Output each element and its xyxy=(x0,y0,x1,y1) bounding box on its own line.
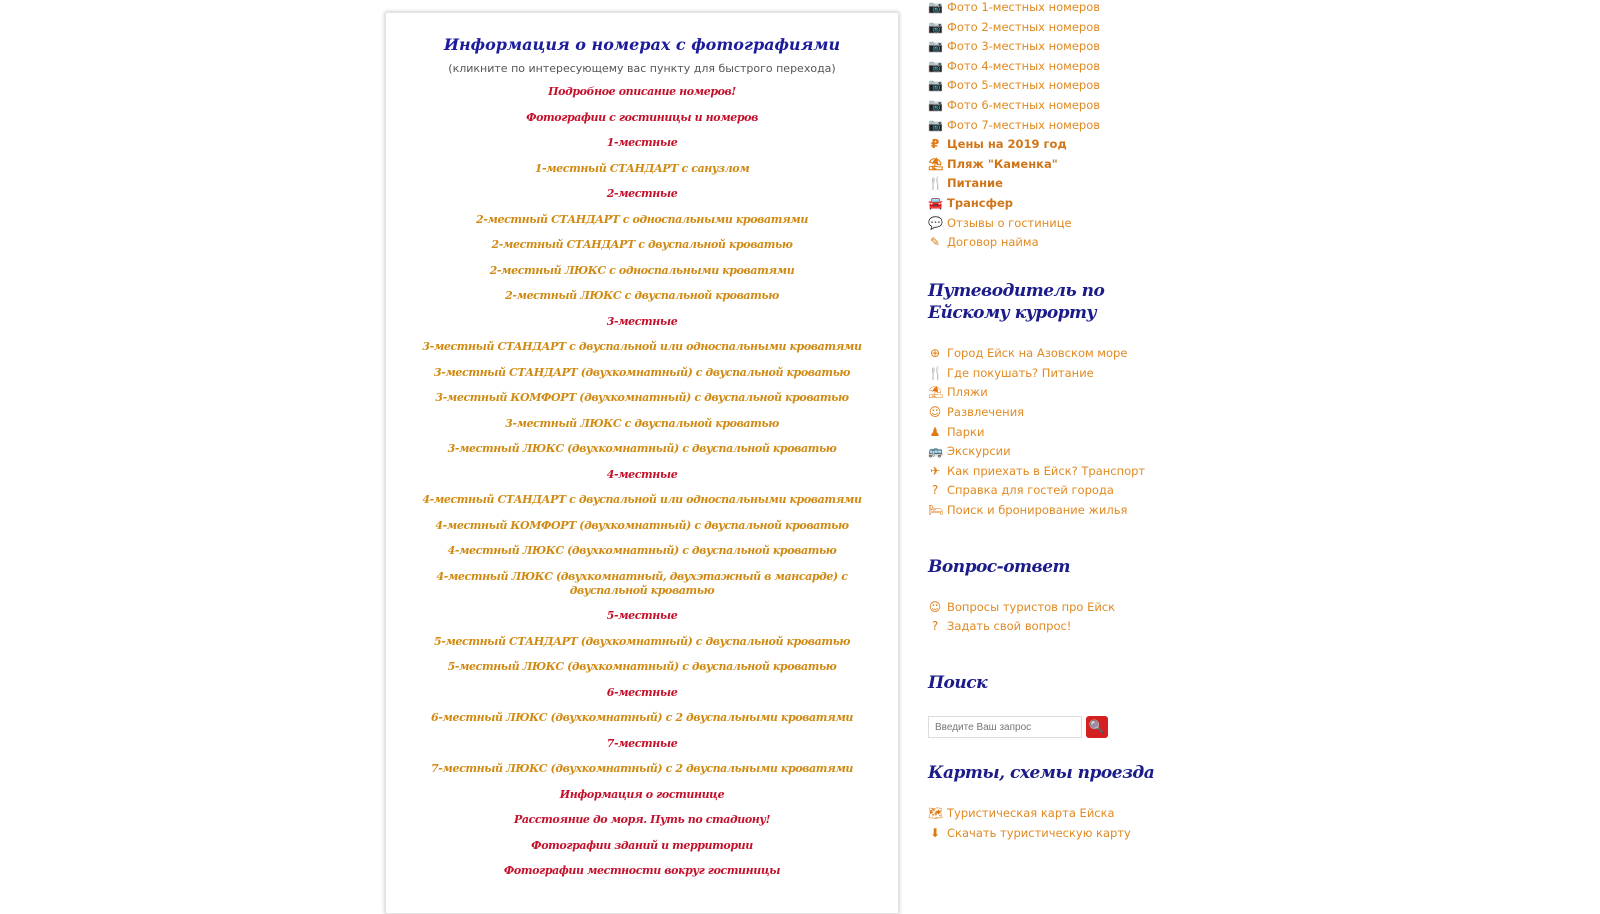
sidebar-link[interactable] xyxy=(928,20,1158,35)
sidebar-link[interactable] xyxy=(928,464,1158,479)
menu-icon: 📷 xyxy=(928,97,943,112)
room-link[interactable]: 1-местный СТАНДАРТ с санузлом xyxy=(534,161,750,175)
menu-icon: ⬇ xyxy=(929,826,941,841)
page-subtitle: (кликните по интересующему вас пункту для быстрого перехода) xyxy=(448,62,836,75)
room-link[interactable]: Информация о гостинице xyxy=(559,787,725,801)
menu-icon: 🚘 xyxy=(928,195,943,210)
menu-icon: ☺ xyxy=(928,404,942,419)
sidebar-link[interactable] xyxy=(928,503,1158,518)
menu-icon: ⛱ xyxy=(928,156,944,171)
room-link[interactable]: 3-местный ЛЮКС (двухкомнатный) с двуспальной кроватью xyxy=(447,442,837,455)
search-button[interactable] xyxy=(1086,716,1108,738)
sidebar-link-label: Развлечения xyxy=(947,404,1025,419)
sidebar-link-label: Цены на 2019 год xyxy=(947,137,1067,152)
maps-heading: Карты, схемы проезда xyxy=(928,763,1155,784)
sidebar-link[interactable] xyxy=(928,98,1158,113)
room-link[interactable]: 4-местные xyxy=(606,467,678,481)
sidebar-link[interactable] xyxy=(928,619,1158,634)
room-link[interactable]: Фотографии зданий и территории xyxy=(531,838,753,852)
room-link[interactable]: 2-местный ЛЮКС с односпальными кроватями xyxy=(489,263,795,277)
sidebar-link-label: Вопросы туристов про Ейск xyxy=(947,599,1116,614)
room-link[interactable]: 2-местный СТАНДАРТ с односпальными кроватями xyxy=(476,212,808,226)
menu-icon: ☺ xyxy=(928,599,942,614)
room-link[interactable]: 7-местные xyxy=(606,736,678,750)
room-link[interactable]: 3-местные xyxy=(606,314,678,328)
room-link[interactable]: 3-местный СТАНДАРТ (двухкомнатный) с двуспальной кроватью xyxy=(433,365,851,379)
sidebar-link-label: Трансфер xyxy=(947,195,1014,210)
sidebar-link-label: Фото 5-местных номеров xyxy=(947,78,1101,93)
menu-icon: 💬 xyxy=(928,215,943,230)
sidebar-link[interactable] xyxy=(928,0,1158,15)
sidebar-link[interactable] xyxy=(928,405,1158,420)
room-link[interactable]: Подробное описание номеров! xyxy=(548,85,736,98)
rooms-info-panel xyxy=(385,12,899,914)
menu-icon: ⊕ xyxy=(929,346,941,361)
room-link[interactable]: 4-местный ЛЮКС (двухкомнатный, двухэтажный в мансарде) с двуспальной кроватью xyxy=(436,569,848,597)
sidebar-link-label: Пляж "Каменка" xyxy=(947,156,1058,171)
menu-icon: 🗺 xyxy=(928,806,944,821)
sidebar-link[interactable] xyxy=(928,39,1158,54)
room-link[interactable]: 5-местный СТАНДАРТ (двухкомнатный) с двуспальной кроватью xyxy=(433,634,851,648)
menu-icon: ✈ xyxy=(929,463,941,478)
sidebar-link-label: Договор найма xyxy=(947,235,1039,250)
sidebar-link[interactable] xyxy=(928,157,1158,172)
rooms-link-list xyxy=(386,85,898,878)
menu-icon: 🚌 xyxy=(928,444,943,459)
sidebar-link-label: Задать свой вопрос! xyxy=(947,619,1072,634)
menu-icon: ? xyxy=(931,483,939,498)
page-title: Информация о номерах с фотографиями xyxy=(443,35,841,54)
menu-icon: 📷 xyxy=(928,39,943,54)
menu-icon: 📷 xyxy=(928,117,943,132)
qa-heading: Вопрос-ответ xyxy=(928,556,1070,577)
sidebar-link[interactable] xyxy=(928,59,1158,74)
sidebar-link-label: Фото 7-местных номеров xyxy=(947,117,1101,132)
sidebar-link-label: Фото 4-местных номеров xyxy=(947,58,1101,73)
room-link[interactable]: 7-местный ЛЮКС (двухкомнатный) с 2 двуспальными кроватями xyxy=(431,762,853,775)
search-icon: 🔍 xyxy=(1088,719,1106,735)
sidebar-link[interactable] xyxy=(928,444,1158,459)
menu-icon: ₽ xyxy=(930,137,940,152)
room-link[interactable]: 3-местный КОМФОРТ (двухкомнатный) с двуспальной кроватью xyxy=(435,391,849,404)
room-link[interactable]: Фотографии местности вокруг гостиницы xyxy=(503,864,781,877)
maps-menu xyxy=(928,806,1158,841)
qa-menu xyxy=(928,600,1158,635)
sidebar-link[interactable] xyxy=(928,826,1158,841)
sidebar-link-label: Пляжи xyxy=(947,385,988,400)
menu-icon: ⛱ xyxy=(928,385,944,400)
sidebar-link-label: Туристическая карта Ейска xyxy=(947,806,1115,821)
sidebar-link-label: Фото 2-местных номеров xyxy=(947,19,1101,34)
sidebar-link[interactable] xyxy=(928,118,1158,133)
menu-icon: ? xyxy=(931,619,939,634)
menu-icon: 🍴 xyxy=(928,365,943,380)
sidebar-link[interactable] xyxy=(928,235,1158,250)
sidebar-link-label: Отзывы о гостинице xyxy=(947,215,1072,230)
room-link[interactable]: 2-местный СТАНДАРТ с двуспальной кроватью xyxy=(491,238,793,251)
sidebar-link-label: Фото 3-местных номеров xyxy=(947,39,1101,54)
menu-icon: ♟ xyxy=(929,424,941,439)
sidebar-link-label: Поиск и бронирование жилья xyxy=(947,502,1128,517)
room-link[interactable]: 2-местный ЛЮКС с двуспальной кроватью xyxy=(505,289,779,302)
room-link[interactable]: Расстояние до моря. Путь по стадиону! xyxy=(513,813,771,826)
menu-icon: 📷 xyxy=(928,0,943,14)
room-link[interactable]: 2-местные xyxy=(606,187,678,200)
room-link[interactable]: Фотографии с гостиницы и номеров xyxy=(526,110,758,124)
sidebar xyxy=(928,0,1158,846)
sidebar-link[interactable] xyxy=(928,483,1158,498)
menu-icon: 📷 xyxy=(928,78,943,93)
sidebar-link[interactable] xyxy=(928,176,1158,191)
sidebar-link-label: Питание xyxy=(947,176,1003,191)
sidebar-link-label: Город Ейск на Азовском море xyxy=(947,346,1128,361)
sidebar-link-label: Фото 1-местных номеров xyxy=(947,0,1101,14)
menu-icon: 🛏 xyxy=(928,502,944,517)
sidebar-link[interactable] xyxy=(928,600,1158,615)
guide-heading: Путеводитель по Ейскому курорту xyxy=(928,281,1105,324)
sidebar-link[interactable] xyxy=(928,425,1158,440)
sidebar-link-label: Где покушать? Питание xyxy=(947,365,1094,380)
sidebar-link[interactable] xyxy=(928,137,1158,152)
sidebar-link-label: Скачать туристическую карту xyxy=(947,826,1131,841)
sidebar-link[interactable] xyxy=(928,196,1158,211)
sidebar-link[interactable] xyxy=(928,806,1158,821)
room-link[interactable]: 3-местный ЛЮКС с двуспальной кроватью xyxy=(505,416,779,430)
sidebar-link-label: Парки xyxy=(947,424,985,439)
room-link[interactable]: 5-местные xyxy=(606,609,678,622)
room-link[interactable]: 6-местные xyxy=(606,685,678,699)
search-input[interactable] xyxy=(928,716,1082,738)
sidebar-link-label: Экскурсии xyxy=(947,444,1011,459)
menu-icon: ✎ xyxy=(929,235,941,250)
guide-menu xyxy=(928,346,1158,518)
menu-icon: 🍴 xyxy=(928,176,943,191)
sidebar-link-label: Фото 6-местных номеров xyxy=(947,97,1101,112)
menu-icon: 📷 xyxy=(928,58,943,73)
sidebar-link[interactable] xyxy=(928,78,1158,93)
menu-icon: 📷 xyxy=(928,19,943,34)
room-link[interactable]: 4-местный СТАНДАРТ с двуспальной или односпальными кроватями xyxy=(422,493,862,506)
sidebar-link[interactable] xyxy=(928,346,1158,361)
room-link[interactable]: 1-местные xyxy=(606,136,678,149)
sidebar-link[interactable] xyxy=(928,216,1158,231)
room-link[interactable]: 4-местный ЛЮКС (двухкомнатный) с двуспальной кроватью xyxy=(447,544,837,557)
room-link[interactable]: 3-местный СТАНДАРТ с двуспальной или односпальными кроватями xyxy=(422,340,862,353)
sidebar-menu xyxy=(928,0,1158,250)
sidebar-link[interactable] xyxy=(928,385,1158,400)
sidebar-link[interactable] xyxy=(928,366,1158,381)
sidebar-link-label: Как приехать в Ейск? Транспорт xyxy=(947,463,1146,478)
search-heading: Поиск xyxy=(928,673,988,694)
sidebar-link-label: Справка для гостей города xyxy=(947,483,1114,498)
room-link[interactable]: 6-местный ЛЮКС (двухкомнатный) с 2 двуспальными кроватями xyxy=(431,711,853,724)
search-form xyxy=(928,716,1158,738)
room-link[interactable]: 5-местный ЛЮКС (двухкомнатный) с двуспальной кроватью xyxy=(447,660,837,673)
room-link[interactable]: 4-местный КОМФОРТ (двухкомнатный) с двуспальной кроватью xyxy=(435,518,849,532)
